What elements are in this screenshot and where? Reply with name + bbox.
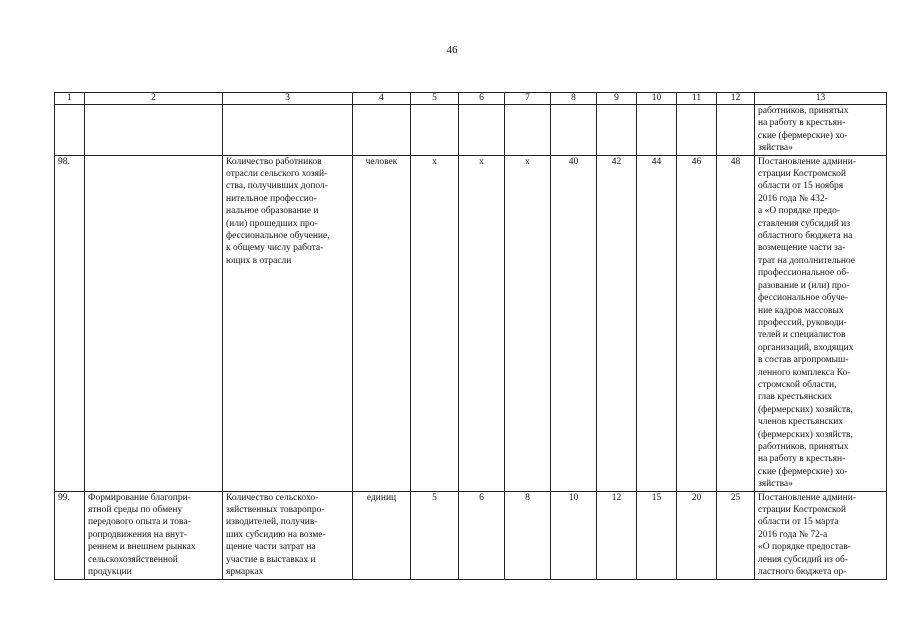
column-header: 3: [223, 93, 353, 105]
column-header: 11: [677, 93, 717, 105]
continuation-row: [55, 105, 887, 156]
indicator-cell: Количество сельскохо- зяйственных товаропро- изводителей, получив- ших субсидию на возме- щение части затрат на участие в выставках и ярмарках: [223, 491, 353, 579]
column-header: 5: [411, 93, 459, 105]
table-cell: [505, 105, 551, 156]
value-cell: 20: [677, 491, 717, 579]
table-cell: [55, 105, 85, 156]
column-number-row: [55, 93, 887, 105]
table-cell: [637, 105, 677, 156]
table-row-98: [55, 155, 887, 491]
table-cell: [223, 105, 353, 156]
table-row-99: [55, 491, 887, 579]
value-cell: 40: [551, 155, 597, 491]
unit-cell: единиц: [353, 491, 411, 579]
value-cell: 44: [637, 155, 677, 491]
value-cell: 15: [637, 491, 677, 579]
basis-cell: Постановление админи- страции Костромской области от 15 марта 2016 года № 72-а «О порядке предостав- ления субсидий из об- ластного бюджета ор-: [755, 491, 887, 579]
column-header: 9: [597, 93, 637, 105]
measure-name-cell: Формирование благопри- ятной среды по обмену передового опыта и това- ропродвижения на внут- реннем и внешнем рынках сельскохозяйственной продукции: [85, 491, 223, 579]
value-cell: 10: [551, 491, 597, 579]
table-cell: [411, 105, 459, 156]
table-cell: [551, 105, 597, 156]
row-number: 98.: [55, 155, 85, 491]
measure-name-cell: [85, 155, 223, 491]
row-number: 99.: [55, 491, 85, 579]
value-cell: x: [505, 155, 551, 491]
value-cell: 6: [459, 491, 505, 579]
program-indicators-table: [54, 92, 887, 580]
table-cell: [85, 105, 223, 156]
value-cell: x: [411, 155, 459, 491]
value-cell: 12: [597, 491, 637, 579]
basis-continuation-cell: работников, принятых на работу в крестьян- ские (фермерские) хо- зяйства»: [755, 105, 887, 156]
table-cell: [459, 105, 505, 156]
table-cell: [717, 105, 755, 156]
column-header: 7: [505, 93, 551, 105]
table-cell: [677, 105, 717, 156]
value-cell: 46: [677, 155, 717, 491]
indicator-cell: Количество работников отрасли сельского хозяй- ства, получивших допол- нительное профессио- нальное образование и (или) прошедших про- фессиональное обучение, к общему числу работа- ющих в отрасли: [223, 155, 353, 491]
column-header: 10: [637, 93, 677, 105]
value-cell: x: [459, 155, 505, 491]
column-header: 2: [85, 93, 223, 105]
table-cell: [597, 105, 637, 156]
page-number: 46: [446, 44, 458, 56]
column-header: 8: [551, 93, 597, 105]
unit-cell: человек: [353, 155, 411, 491]
value-cell: 42: [597, 155, 637, 491]
basis-cell: Постановление админи- страции Костромской области от 15 ноября 2016 года № 432- а «О порядке предо- ставления субсидий из областного бюджета на возмещение части за- трат на дополнительное профессиональное об- разование и (или) про- фессиональное обуче- ние кадров массовых профессий, руководи- телей и специалистов организаций, входящих в состав агропромыш- ленного комплекса Ко- стромской области, глав крестьянских (фермерских) хозяйств, членов крестьянских (фермерских) хозяйств, работников, принятых на работу в крестьян- ские (фермерские) хо- зяйства»: [755, 155, 887, 491]
column-header: 1: [55, 93, 85, 105]
value-cell: 25: [717, 491, 755, 579]
column-header: 13: [755, 93, 887, 105]
column-header: 6: [459, 93, 505, 105]
value-cell: 48: [717, 155, 755, 491]
value-cell: 8: [505, 491, 551, 579]
column-header: 12: [717, 93, 755, 105]
table-cell: [353, 105, 411, 156]
value-cell: 5: [411, 491, 459, 579]
column-header: 4: [353, 93, 411, 105]
